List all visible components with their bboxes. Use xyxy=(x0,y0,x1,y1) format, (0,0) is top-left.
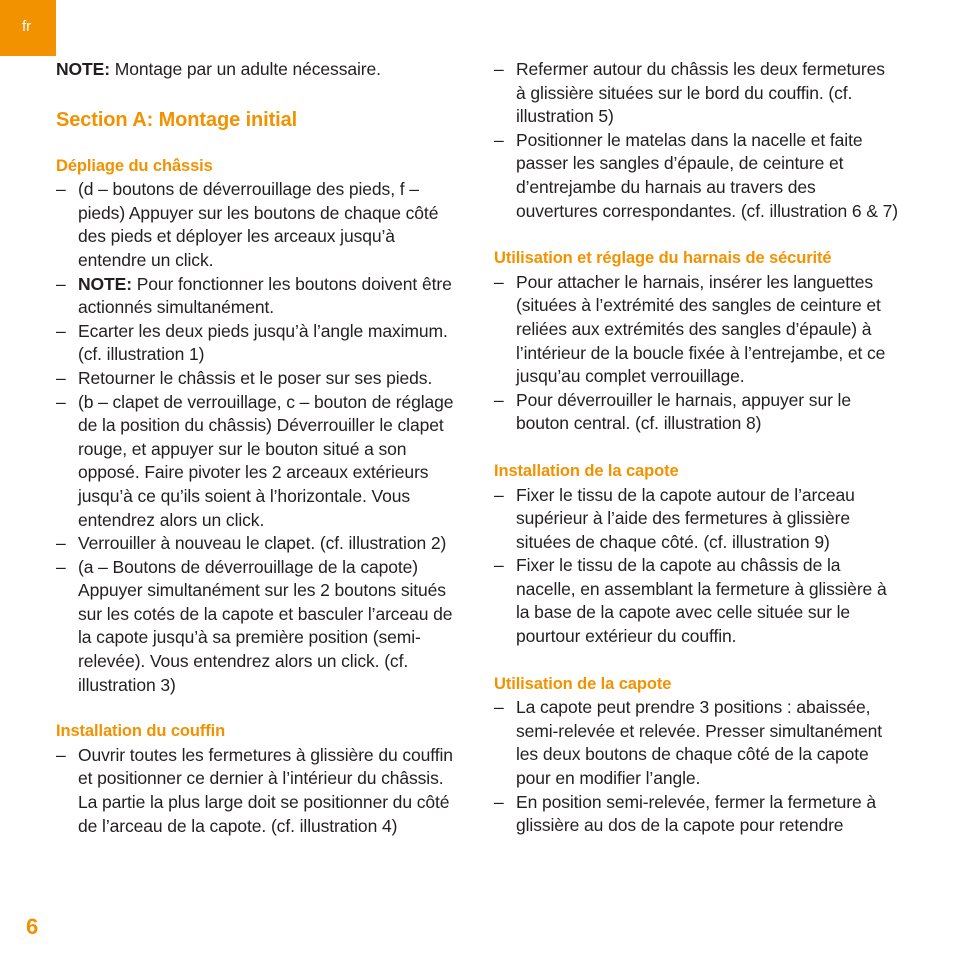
note-label: NOTE: xyxy=(78,273,132,294)
dash-bullet: – xyxy=(56,391,66,412)
adult-assembly-note xyxy=(56,58,466,82)
item-text: (a – Boutons de déverrouillage de la capote) Appuyer simultanément sur les 2 boutons situés sur les cotés de la capote et basculer l’arceau de la capote jusqu’à sa première position (semi-relevée). Vous entendrez alors un click. (cf. illustration 3) xyxy=(78,556,453,695)
dash-bullet: – xyxy=(494,484,504,505)
subsection-heading: Installation du couffin xyxy=(56,722,226,741)
dash-bullet: – xyxy=(56,367,66,388)
instruction-list xyxy=(494,271,899,436)
list-item xyxy=(494,484,899,555)
list-item xyxy=(494,58,899,129)
subsection-heading: Installation de la capote xyxy=(494,461,679,480)
list-item xyxy=(56,391,466,533)
right-blocks xyxy=(494,247,899,838)
list-item xyxy=(56,556,466,698)
list-item xyxy=(494,791,899,838)
instruction-list xyxy=(56,178,466,697)
note-label: NOTE: xyxy=(56,59,110,79)
list-item xyxy=(494,389,899,436)
note-text: Montage par un adulte nécessaire. xyxy=(109,59,381,79)
dash-bullet: – xyxy=(494,129,504,150)
list-item xyxy=(494,129,899,223)
item-text: Retourner le châssis et le poser sur ses pieds. xyxy=(78,367,433,388)
instruction-list xyxy=(56,744,466,838)
instruction-list xyxy=(494,484,899,649)
list-item xyxy=(494,271,899,389)
dash-bullet: – xyxy=(56,273,66,294)
item-text: Pour attacher le harnais, insérer les languettes (situées à l’extrémité des sangles de ceinture et reliées aux extrémités des sangles d’épaule) à l’intérieur de la boucle fixée à l’entrejambe, et ce jusqu’au complet verrouillage. xyxy=(516,271,886,387)
list-item xyxy=(56,532,466,556)
dash-bullet: – xyxy=(494,555,504,576)
list-item xyxy=(56,320,466,367)
list-item xyxy=(56,273,466,320)
dash-bullet: – xyxy=(56,320,66,341)
subsection-heading: Dépliage du châssis xyxy=(56,156,213,175)
subsection-heading: Utilisation et réglage du harnais de sécurité xyxy=(494,249,832,268)
list-item xyxy=(494,696,899,790)
section-title: Section A: Montage initial xyxy=(56,108,298,131)
dash-bullet: – xyxy=(494,271,504,292)
dash-bullet: – xyxy=(494,59,504,79)
dash-bullet: – xyxy=(494,791,504,812)
item-text: Fixer le tissu de la capote au châssis de la nacelle, en assemblant la fermeture à glissière à la base de la capote avec celle située sur le pourtour extérieur du couffin. xyxy=(516,555,887,647)
list-item xyxy=(56,178,466,272)
right-column xyxy=(494,58,899,838)
left-blocks xyxy=(56,155,466,839)
item-text: (b – clapet de verrouillage, c – bouton de réglage de la position du châssis) Déverrouiller le clapet rouge, et appuyer sur le bouton situé a son opposé. Faire pivoter les 2 arceaux extérieurs jusqu’à ce qu’ils soient à l’horizontale. Vous entendrez alors un click. xyxy=(78,391,454,530)
item-text: Pour fonctionner les boutons doivent être actionnés simultanément. xyxy=(78,273,452,318)
item-text: Ouvrir toutes les fermetures à glissière du couffin et positionner ce dernier à l’intérieur du châssis. La partie la plus large doit se positionner du côté de l’arceau de la capote. (cf. illustration 4) xyxy=(78,744,453,836)
dash-bullet: – xyxy=(56,533,66,554)
list-item xyxy=(56,367,466,391)
dash-bullet: – xyxy=(494,389,504,410)
language-tab: fr xyxy=(0,0,56,56)
list-item xyxy=(494,554,899,648)
item-text: (d – boutons de déverrouillage des pieds, f – pieds) Appuyer sur les boutons de chaque côté des pieds et déployer les arceaux jusqu’à entendre un click. xyxy=(78,179,439,270)
instruction-list xyxy=(494,696,899,838)
page-number: 6 xyxy=(26,914,39,939)
subsection-heading: Utilisation de la capote xyxy=(494,674,672,693)
item-text: Positionner le matelas dans la nacelle et faite passer les sangles d’épaule, de ceinture et d’entrejambe du harnais au travers des ouvertures correspondantes. (cf. illustration 6 & 7) xyxy=(516,129,898,221)
right-intro-list xyxy=(494,58,899,223)
item-text: En position semi-relevée, fermer la fermeture à glissière au dos de la capote pour retendre xyxy=(516,791,877,836)
item-text: Verrouiller à nouveau le clapet. (cf. illustration 2) xyxy=(78,533,447,554)
dash-bullet: – xyxy=(56,744,66,765)
list-item xyxy=(56,744,466,838)
left-column xyxy=(56,58,466,838)
dash-bullet: – xyxy=(494,697,504,718)
dash-bullet: – xyxy=(56,179,66,200)
item-text: Fixer le tissu de la capote autour de l’arceau supérieur à l’aide des fermetures à glissière situées de chaque côté. (cf. illustration 9) xyxy=(516,484,855,552)
item-text: La capote peut prendre 3 positions : abaissée, semi-relevée et relevée. Presser simultanément les deux boutons de chaque côté de la capote pour en modifier l’angle. xyxy=(516,697,882,789)
dash-bullet: – xyxy=(56,556,66,577)
item-text: Pour déverrouiller le harnais, appuyer sur le bouton central. (cf. illustration 8) xyxy=(516,389,851,434)
item-text: Ecarter les deux pieds jusqu’à l’angle maximum. (cf. illustration 1) xyxy=(78,320,448,365)
item-text: Refermer autour du châssis les deux fermetures à glissière situées sur le bord du couffin. (cf. illustration 5) xyxy=(516,59,885,127)
